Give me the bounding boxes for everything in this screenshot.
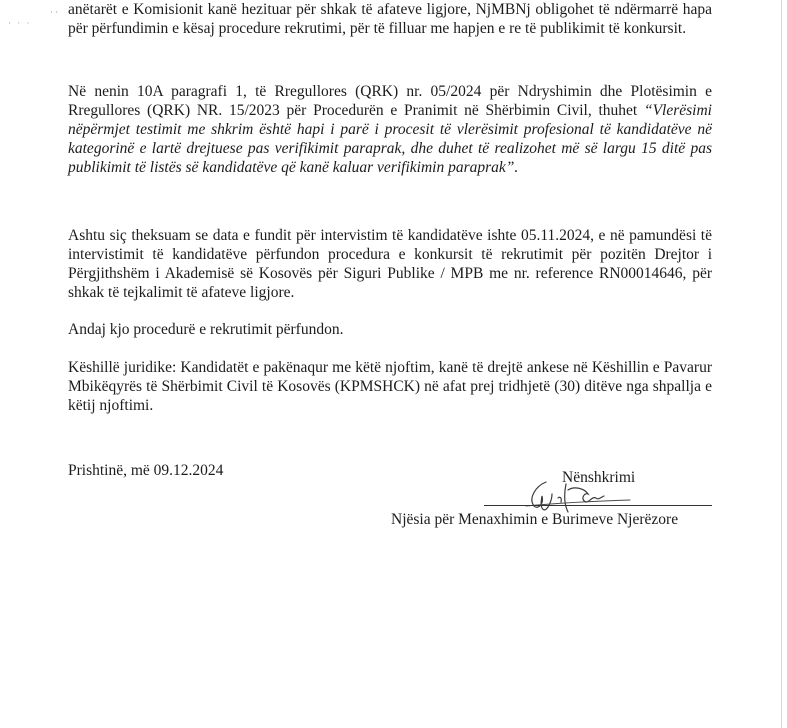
paragraph-regulation-text: Në nenin 10A paragrafi 1, të Rregullores (QRK) nr. 05/2024 për Ndryshimin dhe Plotësimin e Rregullores (QRK) NR. 15/2023 për Procedurën e Pranimit në Shërbimin Civil, thuhet [68,83,712,119]
paragraph-regulation [68,82,712,177]
paragraph-continuation-text: anëtarët e Komisionit kanë hezituar për shkak të afateve ligjore, NjMBNj obligohet të ndërmarrë hapa për përfundimin e kësaj procedure rekrutimi, për të filluar me hapjen e re të publikimit të konkursit. [68,1,712,37]
issuing-unit: Njësia për Menaxhimin e Burimeve Njerëzore [391,511,679,528]
regulation-quote: “Vlerësimi nëpërmjet testimit me shkrim është hapi i parë i procesit të vlerësimit profesional të kandidatëve në kategorinë e lartë drejtuese pas verifikimit paraprak, dhe duhet të realizohet më së largu 15 ditë pas publikimit të listës së kandidatëve që kanë kaluar verifikimin paraprak”. [68,102,712,176]
paragraph-legal-advice-text: Këshillë juridike: Kandidatët e pakënaqur me këtë njoftim, kanë të drejtë ankese në Këshillin e Pavarur Mbikëqyrës të Shërbimit Civil të Kosovës (KPMSHCK) në afat prej tridhjetë (30) ditëve nga shpallja e këtij njoftimi. [68,359,712,414]
handwritten-signature [518,476,638,516]
paragraph-conclusion-text: Andaj kjo procedurë e rekrutimit përfundon. [68,321,344,338]
scan-mark: ˙ ˙ [50,10,59,20]
paragraph-continuation [68,0,712,38]
paragraph-legal-advice [68,358,712,415]
signature-line [484,505,712,506]
paragraph-interview-deadline [68,226,712,302]
place-date: Prishtinë, më 09.12.2024 [68,462,224,479]
signature-label: Nënshkrimi [562,469,636,486]
paragraph-interview-deadline-text: Ashtu siç theksuam se data e fundit për intervistim të kandidatëve ishte 05.11.2024, e në pamundësi të intervistimit të kandidatëve përfundon procedura e konkursit të rekrutimit për pozitën Drejtor i Përgjithshëm i Akademisë së Kosovës për Siguri Publike / MPB me nr. reference RN00014646, për shkak të tejkalimit të afateve ligjore. [68,227,712,301]
scan-specks: · · · [8,18,32,28]
page-edge [781,0,782,728]
paragraph-conclusion [68,320,712,339]
